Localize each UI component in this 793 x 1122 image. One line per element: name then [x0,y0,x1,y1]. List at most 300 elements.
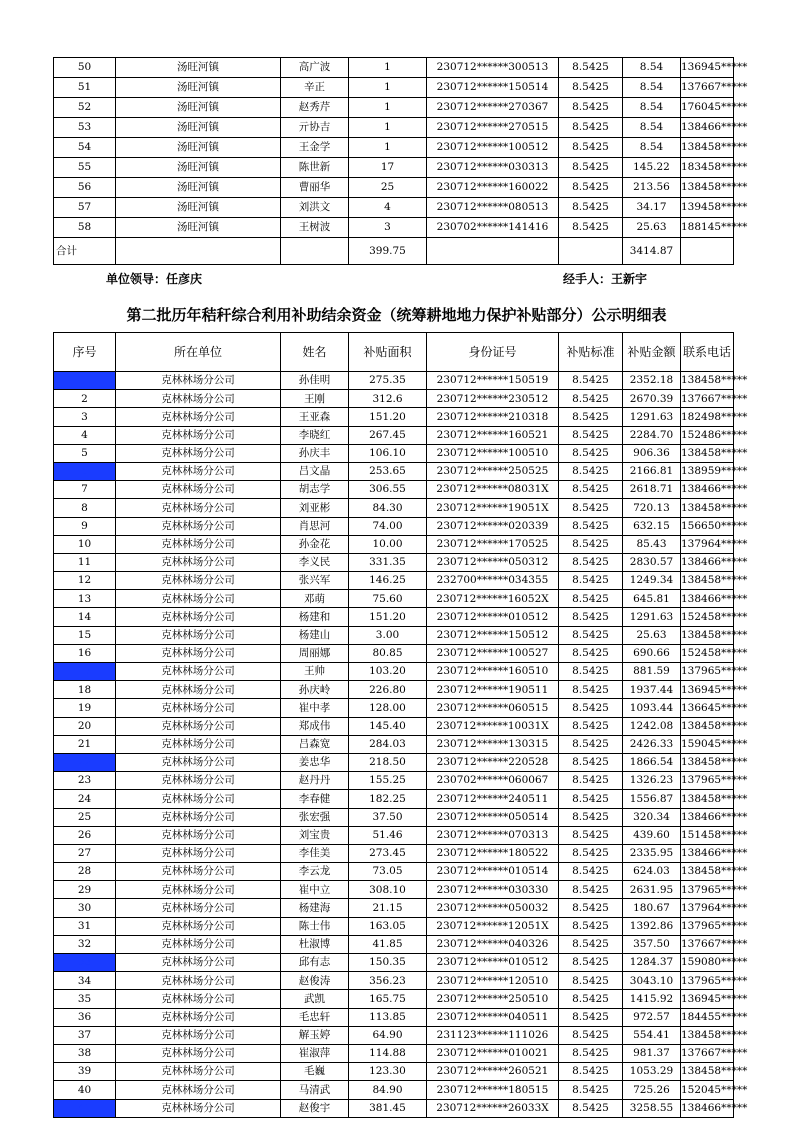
seq-cell: 56 [54,178,116,198]
amount-cell: 981.37 [623,1044,681,1062]
amount-cell: 1937.44 [623,681,681,699]
unit-cell: 克林林场分公司 [116,699,281,717]
unit-cell: 克林林场分公司 [116,1026,281,1044]
table-row [54,58,734,78]
id-number-cell: 230712******180515 [427,1081,559,1099]
total-row [54,238,734,265]
phone-cell: 151458***** [681,826,734,844]
id-number-cell: 230712******010021 [427,1044,559,1062]
name-cell: 李佳美 [281,844,349,862]
table-row [54,863,734,881]
phone-cell: 137667***** [681,390,734,408]
unit-cell: 克林林场分公司 [116,935,281,953]
phone-cell: 138458***** [681,1063,734,1081]
area-cell: 308.10 [349,881,427,899]
phone-cell: 137667***** [681,935,734,953]
name-cell: 杨建海 [281,899,349,917]
name-cell: 刘亚彬 [281,499,349,517]
table-row [54,990,734,1008]
phone-cell: 138466***** [681,553,734,571]
unit-cell: 克林林场分公司 [116,426,281,444]
amount-cell: 8.54 [623,98,681,118]
standard-cell: 8.5425 [559,681,623,699]
name-cell: 崔中孝 [281,699,349,717]
name-cell: 王刚 [281,390,349,408]
table-row [54,118,734,138]
phone-cell: 156650***** [681,517,734,535]
name-cell: 张宏强 [281,808,349,826]
seq-cell: 37 [54,1026,116,1044]
id-number-cell: 230712******030313 [427,158,559,178]
amount-cell: 1093.44 [623,699,681,717]
table-row [54,372,734,390]
amount-cell: 632.15 [623,517,681,535]
id-number-cell: 230712******10031X [427,717,559,735]
area-cell: 1 [349,78,427,98]
seq-cell: 35 [54,990,116,1008]
id-number-cell: 230712******010512 [427,954,559,972]
phone-cell: 183458***** [681,158,734,178]
seq-cell: 7 [54,481,116,499]
phone-cell: 137965***** [681,663,734,681]
seq-cell: 9 [54,517,116,535]
table-row [54,98,734,118]
area-cell: 114.88 [349,1044,427,1062]
unit-cell: 克林林场分公司 [116,462,281,480]
area-cell: 3 [349,218,427,238]
id-number-cell: 230712******070313 [427,826,559,844]
phone-cell: 138466***** [681,1099,734,1117]
standard-cell: 8.5425 [559,572,623,590]
unit-cell: 克林林场分公司 [116,1008,281,1026]
name-cell: 赵秀芹 [281,98,349,118]
standard-cell: 8.5425 [559,917,623,935]
standard-cell: 8.5425 [559,735,623,753]
table-row [54,390,734,408]
amount-cell: 8.54 [623,78,681,98]
area-cell: 41.85 [349,935,427,953]
amount-cell: 3258.55 [623,1099,681,1117]
area-cell: 151.20 [349,408,427,426]
phone-cell: 137667***** [681,78,734,98]
table-2-title: 第二批历年秸秆综合利用补助结余资金（统筹耕地地力保护补贴部分）公示明细表 [126,306,667,324]
id-number-cell: 230712******190511 [427,681,559,699]
name-cell: 孙庆岭 [281,681,349,699]
table-row [54,954,734,972]
unit-cell: 汤旺河镇 [116,198,281,218]
standard-cell: 8.5425 [559,644,623,662]
area-cell: 145.40 [349,717,427,735]
unit-cell: 汤旺河镇 [116,118,281,138]
seq-cell: 26 [54,826,116,844]
area-cell: 182.25 [349,790,427,808]
id-number-cell: 230712******26033X [427,1099,559,1117]
area-cell: 128.00 [349,699,427,717]
standard-cell: 8.5425 [559,1081,623,1099]
amount-cell: 25.63 [623,626,681,644]
id-number-cell: 230712******170525 [427,535,559,553]
name-cell: 赵俊涛 [281,972,349,990]
area-cell: 150.35 [349,954,427,972]
name-cell: 周丽娜 [281,644,349,662]
amount-cell: 690.66 [623,644,681,662]
seq-cell: 19 [54,699,116,717]
area-cell: 3.00 [349,626,427,644]
seq-cell: 25 [54,808,116,826]
unit-cell: 克林林场分公司 [116,808,281,826]
name-cell: 李云龙 [281,863,349,881]
name-cell: 王树波 [281,218,349,238]
area-cell: 381.45 [349,1099,427,1117]
unit-cell: 克林林场分公司 [116,444,281,462]
area-cell: 1 [349,98,427,118]
area-cell: 4 [349,198,427,218]
table-row [54,808,734,826]
table-row [54,444,734,462]
unit-cell: 克林林场分公司 [116,753,281,771]
amount-cell: 1291.63 [623,408,681,426]
seq-cell: 22 [54,753,116,771]
table-row [54,844,734,862]
standard-cell: 8.5425 [559,608,623,626]
amount-cell: 1866.54 [623,753,681,771]
standard-cell: 8.5425 [559,863,623,881]
subsidy-table-2-body [54,372,748,1118]
seq-cell: 53 [54,118,116,138]
unit-cell: 克林林场分公司 [116,608,281,626]
id-number-cell: 230712******080513 [427,198,559,218]
area-cell: 64.90 [349,1026,427,1044]
amount-cell: 1326.23 [623,772,681,790]
area-cell: 25 [349,178,427,198]
standard-cell: 8.5425 [559,481,623,499]
unit-cell: 克林林场分公司 [116,408,281,426]
table-row [54,663,734,681]
id-number-cell: 230712******160022 [427,178,559,198]
id-number-cell: 230712******270515 [427,118,559,138]
standard-cell: 8.5425 [559,826,623,844]
standard-cell: 8.5425 [559,790,623,808]
amount-cell: 1415.92 [623,990,681,1008]
area-cell: 106.10 [349,444,427,462]
table-row [54,138,734,158]
amount-cell: 2166.81 [623,462,681,480]
seq-cell: 24 [54,790,116,808]
id-number-cell: 230712******060515 [427,699,559,717]
id-number-cell: 230712******100512 [427,138,559,158]
standard-cell: 8.5425 [559,881,623,899]
unit-cell: 克林林场分公司 [116,499,281,517]
name-cell: 王帅 [281,663,349,681]
name-cell: 李晓红 [281,426,349,444]
standard-cell: 8.5425 [559,1044,623,1062]
column-header: 补贴标准 [559,333,623,372]
table-row [54,681,734,699]
name-cell: 亓协吉 [281,118,349,138]
amount-cell: 320.34 [623,808,681,826]
unit-cell: 克林林场分公司 [116,881,281,899]
unit-cell: 克林林场分公司 [116,390,281,408]
area-cell: 103.20 [349,663,427,681]
name-cell: 武凯 [281,990,349,1008]
unit-cell: 汤旺河镇 [116,178,281,198]
area-cell: 21.15 [349,899,427,917]
area-cell: 123.30 [349,1063,427,1081]
name-cell: 辛正 [281,78,349,98]
table-row [54,517,734,535]
table-row [54,535,734,553]
empty-cell [427,238,559,265]
phone-cell: 184455***** [681,1008,734,1026]
name-cell: 姜忠华 [281,753,349,771]
unit-cell: 克林林场分公司 [116,1063,281,1081]
standard-cell: 8.5425 [559,535,623,553]
standard-cell: 8.5425 [559,1099,623,1117]
area-cell: 51.46 [349,826,427,844]
seq-cell: 33 [54,954,116,972]
standard-cell: 8.5425 [559,426,623,444]
standard-cell: 8.5425 [559,58,623,78]
amount-cell: 180.67 [623,899,681,917]
column-header: 补贴面积 [349,333,427,372]
area-cell: 155.25 [349,772,427,790]
standard-cell: 8.5425 [559,78,623,98]
id-number-cell: 230712******16052X [427,590,559,608]
phone-cell: 138458***** [681,444,734,462]
id-number-cell: 230712******050514 [427,808,559,826]
id-number-cell: 230712******240511 [427,790,559,808]
name-cell: 陈士伟 [281,917,349,935]
name-cell: 毛巍 [281,1063,349,1081]
amount-cell: 1392.86 [623,917,681,935]
standard-cell: 8.5425 [559,663,623,681]
table-row [54,553,734,571]
area-cell: 306.55 [349,481,427,499]
table-row [54,1081,734,1099]
amount-cell: 725.26 [623,1081,681,1099]
standard-cell: 8.5425 [559,590,623,608]
empty-cell [281,238,349,265]
seq-cell: 57 [54,198,116,218]
amount-cell: 2670.39 [623,390,681,408]
total-amount-cell: 3414.87 [623,238,681,265]
seq-cell: 13 [54,590,116,608]
phone-cell: 137964***** [681,535,734,553]
phone-cell: 137964***** [681,899,734,917]
amount-cell: 1053.29 [623,1063,681,1081]
phone-cell: 138458***** [681,863,734,881]
amount-cell: 906.36 [623,444,681,462]
phone-cell: 139458***** [681,198,734,218]
area-cell: 1 [349,138,427,158]
phone-cell: 138458***** [681,572,734,590]
standard-cell: 8.5425 [559,158,623,178]
seq-cell: 23 [54,772,116,790]
name-cell: 孙佳明 [281,372,349,390]
area-cell: 84.90 [349,1081,427,1099]
table-row [54,178,734,198]
table-row [54,481,734,499]
phone-cell: 138458***** [681,753,734,771]
area-cell: 113.85 [349,1008,427,1026]
standard-cell: 8.5425 [559,499,623,517]
table-row [54,972,734,990]
id-number-cell: 230712******150514 [427,78,559,98]
id-number-cell: 230712******08031X [427,481,559,499]
unit-cell: 克林林场分公司 [116,772,281,790]
table-row [54,899,734,917]
unit-cell: 克林林场分公司 [116,863,281,881]
amount-cell: 881.59 [623,663,681,681]
amount-cell: 439.60 [623,826,681,844]
amount-cell: 213.56 [623,178,681,198]
phone-cell: 152458***** [681,608,734,626]
unit-cell: 克林林场分公司 [116,644,281,662]
id-number-cell: 230712******19051X [427,499,559,517]
seq-cell: 51 [54,78,116,98]
amount-cell: 2335.95 [623,844,681,862]
area-cell: 151.20 [349,608,427,626]
column-header: 身份证号 [427,333,559,372]
id-number-cell: 230712******180522 [427,844,559,862]
seq-cell: 12 [54,572,116,590]
unit-cell: 克林林场分公司 [116,663,281,681]
phone-cell: 138458***** [681,717,734,735]
table-row [54,644,734,662]
unit-cell: 汤旺河镇 [116,78,281,98]
standard-cell: 8.5425 [559,390,623,408]
standard-cell: 8.5425 [559,808,623,826]
name-cell: 崔中立 [281,881,349,899]
area-cell: 218.50 [349,753,427,771]
column-header: 联系电话 [681,333,734,372]
standard-cell: 8.5425 [559,372,623,390]
unit-cell: 克林林场分公司 [116,954,281,972]
phone-cell: 136645***** [681,699,734,717]
name-cell: 刘宝贵 [281,826,349,844]
standard-cell: 8.5425 [559,218,623,238]
name-cell: 胡志学 [281,481,349,499]
name-cell: 崔淑萍 [281,1044,349,1062]
seq-cell: 15 [54,626,116,644]
amount-cell: 2830.57 [623,553,681,571]
table-row [54,917,734,935]
unit-leader-signature: 单位领导：任彦庆 [106,272,203,286]
area-cell: 146.25 [349,572,427,590]
id-number-cell: 230712******100527 [427,644,559,662]
unit-cell: 克林林场分公司 [116,481,281,499]
unit-cell: 汤旺河镇 [116,58,281,78]
amount-cell: 1249.34 [623,572,681,590]
seq-cell: 14 [54,608,116,626]
phone-cell: 136945***** [681,990,734,1008]
id-number-cell: 230712******300513 [427,58,559,78]
phone-cell: 138458***** [681,1026,734,1044]
standard-cell: 8.5425 [559,517,623,535]
seq-cell: 55 [54,158,116,178]
name-cell: 杨建和 [281,608,349,626]
seq-cell: 34 [54,972,116,990]
standard-cell: 8.5425 [559,1063,623,1081]
amount-cell: 624.03 [623,863,681,881]
amount-cell: 645.81 [623,590,681,608]
amount-cell: 145.22 [623,158,681,178]
seq-cell: 38 [54,1044,116,1062]
table-row [54,499,734,517]
amount-cell: 1284.37 [623,954,681,972]
id-number-cell: 230712******270367 [427,98,559,118]
amount-cell: 1242.08 [623,717,681,735]
unit-cell: 克林林场分公司 [116,590,281,608]
amount-cell: 25.63 [623,218,681,238]
amount-cell: 2284.70 [623,426,681,444]
id-number-cell: 230702******141416 [427,218,559,238]
amount-cell: 2426.33 [623,735,681,753]
table-2-header-row [54,333,734,372]
table-row [54,408,734,426]
table-row [54,78,734,98]
seq-cell: 31 [54,917,116,935]
seq-cell: 3 [54,408,116,426]
column-header: 补贴金额 [623,333,681,372]
name-cell: 杜淑博 [281,935,349,953]
amount-cell: 34.17 [623,198,681,218]
area-cell: 226.80 [349,681,427,699]
unit-cell: 克林林场分公司 [116,372,281,390]
name-cell: 邓萌 [281,590,349,608]
id-number-cell: 230712******030330 [427,881,559,899]
area-cell: 1 [349,118,427,138]
name-cell: 邱有志 [281,954,349,972]
name-cell: 吕森宽 [281,735,349,753]
name-cell: 杨建山 [281,626,349,644]
unit-cell: 克林林场分公司 [116,844,281,862]
id-number-cell: 230712******210318 [427,408,559,426]
unit-cell: 克林林场分公司 [116,917,281,935]
area-cell: 73.05 [349,863,427,881]
seq-cell: 18 [54,681,116,699]
standard-cell: 8.5425 [559,444,623,462]
name-cell: 吕文晶 [281,462,349,480]
seq-cell: 11 [54,553,116,571]
id-number-cell: 230712******120510 [427,972,559,990]
table-row [54,881,734,899]
area-cell: 37.50 [349,808,427,826]
area-cell: 312.6 [349,390,427,408]
unit-cell: 克林林场分公司 [116,1044,281,1062]
area-cell: 1 [349,58,427,78]
id-number-cell: 230712******150519 [427,372,559,390]
area-cell: 284.03 [349,735,427,753]
seq-cell: 4 [54,426,116,444]
area-cell: 17 [349,158,427,178]
seq-cell: 6 [54,462,116,480]
name-cell: 刘洪文 [281,198,349,218]
seq-cell: 58 [54,218,116,238]
amount-cell: 85.43 [623,535,681,553]
unit-cell: 克林林场分公司 [116,899,281,917]
seq-cell: 30 [54,899,116,917]
id-number-cell: 230712******250525 [427,462,559,480]
amount-cell: 8.54 [623,138,681,158]
standard-cell: 8.5425 [559,178,623,198]
amount-cell: 1556.87 [623,790,681,808]
table-row [54,1008,734,1026]
standard-cell: 8.5425 [559,772,623,790]
phone-cell: 138466***** [681,808,734,826]
subsidy-table-1 [53,57,748,265]
id-number-cell: 230712******130315 [427,735,559,753]
